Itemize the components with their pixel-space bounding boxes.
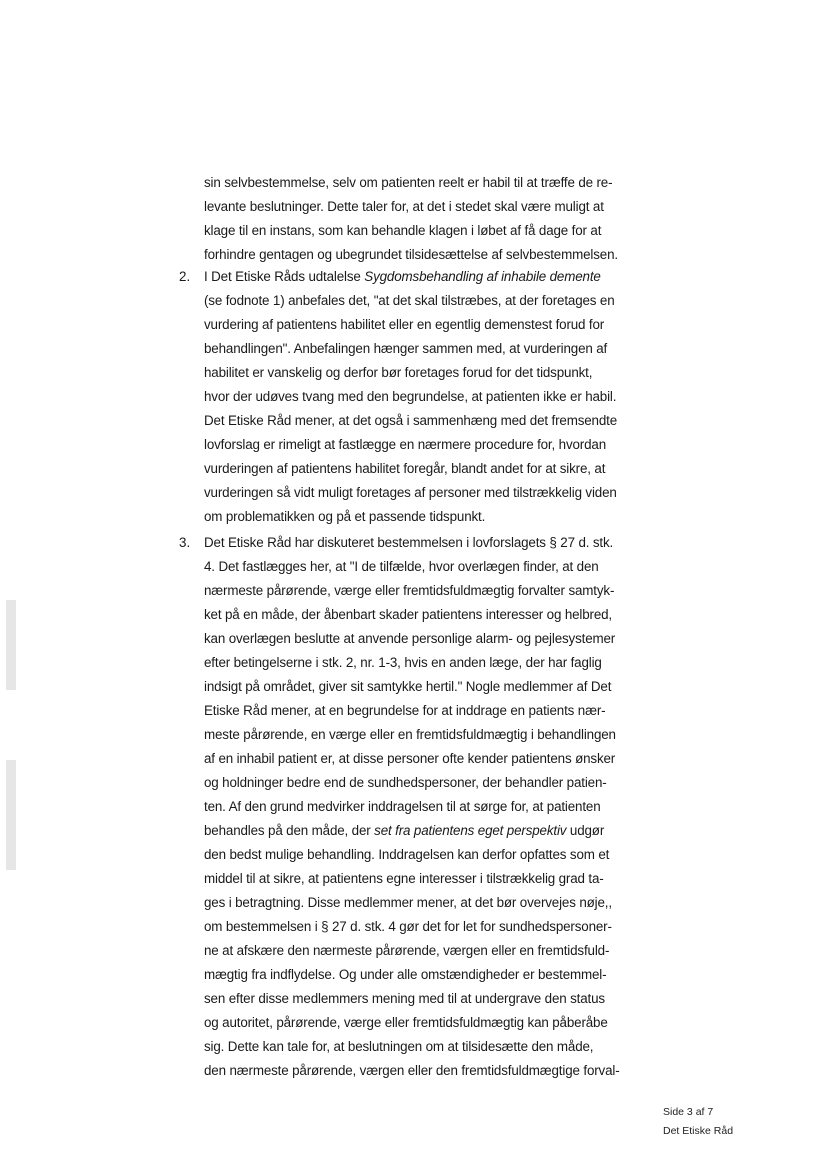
page-number: Side 3 af 7 (663, 1106, 714, 1118)
body-line: forhindre gentagen og ubegrundet tilsidesættelse af selvbestemmelsen. (204, 247, 618, 262)
body-line: kan overlægen beslutte at anvende personlige alarm- og pejlesystemer (204, 631, 616, 646)
scan-edge-mark (6, 760, 16, 870)
body-line: habilitet er vanskelig og derfor bør foretages forud for det tidspunkt, (204, 365, 593, 380)
emphasis-text: set fra patientens eget perspektiv (374, 823, 567, 838)
body-line: den nærmeste pårørende, værgen eller den fremtidsfuldmægtige forval- (204, 1063, 620, 1078)
text-span: udgør (566, 823, 605, 838)
body-line: og holdninger bedre end de sundhedspersoner, der behandler patien- (204, 775, 607, 790)
body-line: efter betingelserne i stk. 2, nr. 1-3, hvis en anden læge, der har faglig (204, 655, 602, 670)
text-span: I Det Etiske Råds udtalelse (204, 269, 365, 284)
list-number: 2. (179, 269, 191, 284)
body-line: ne at afskære den nærmeste pårørende, værgen eller en fremtidsfuld- (204, 943, 610, 958)
body-line: mægtig fra indflydelse. Og under alle omstændigheder er bestemmel- (204, 967, 607, 982)
body-line: (se fodnote 1) anbefales det, "at det skal tilstræbes, at der foretages en (204, 293, 615, 308)
body-line: af en inhabil patient er, at disse personer ofte kender patientens ønsker (204, 751, 616, 766)
body-line: 4. Det fastlægges her, at "I de tilfælde, hvor overlægen finder, at den (204, 559, 599, 574)
body-line: indsigt på området, giver sit samtykke hertil." Nogle medlemmer af Det (204, 679, 612, 694)
body-line: Det Etiske Råd mener, at det også i sammenhæng med det fremsendte (204, 413, 618, 428)
body-line: klage til en instans, som kan behandle klagen i løbet af få dage for at (204, 223, 602, 238)
body-line: Det Etiske Råd har diskuteret bestemmelsen i lovforslagets § 27 d. stk. (204, 535, 614, 550)
body-line (204, 823, 604, 839)
body-line: middel til at sikre, at patientens egne interesser i tilstrækkelig grad ta- (204, 871, 604, 886)
footer-organization: Det Etiske Råd (663, 1125, 734, 1137)
body-line: vurderingen så vidt muligt foretages af personer med tilstrækkelig viden (204, 485, 617, 500)
scan-edge-mark (6, 600, 16, 690)
body-line: Etiske Råd mener, at en begrundelse for at inddrage en patients nær- (204, 703, 606, 718)
body-line: om problematikken og på et passende tidspunkt. (204, 509, 486, 524)
body-line: behandlingen". Anbefalingen hænger sammen med, at vurderingen af (204, 341, 608, 356)
body-line: sen efter disse medlemmers mening med til at undergrave den status (204, 991, 605, 1006)
publication-title: Sygdomsbehandling af inhabile demente (364, 269, 601, 284)
text-span: behandles på den måde, der (204, 823, 375, 838)
body-line: ges i betragtning. Disse medlemmer mener, at det bør overvejes nøje,, (204, 895, 612, 910)
body-line (204, 269, 601, 285)
body-line: vurdering af patientens habilitet eller en egentlig demenstest forud for (204, 317, 605, 332)
body-line: ten. Af den grund medvirker inddragelsen til at sørge for, at patienten (204, 799, 601, 814)
body-line: vurderingen af patientens habilitet foregår, blandt andet for at sikre, at (204, 461, 606, 476)
body-line: meste pårørende, en værge eller en fremtidsfuldmægtig i behandlingen (204, 727, 616, 742)
list-number: 3. (179, 535, 191, 550)
body-line: hvor der udøves tvang med den begrundelse, at patienten ikke er habil. (204, 389, 617, 404)
body-line: og autoritet, pårørende, værge eller fremtidsfuldmægtig kan påberåbe (204, 1015, 608, 1030)
body-line: levante beslutninger. Dette taler for, at det i stedet skal være muligt at (204, 199, 604, 214)
body-line: den bedst mulige behandling. Inddragelsen kan derfor opfattes som et (204, 847, 610, 862)
body-line: nærmeste pårørende, værge eller fremtidsfuldmægtig forvalter samtyk- (204, 583, 615, 598)
body-line: ket på en måde, der åbenbart skader patientens interesser og helbred, (204, 607, 613, 622)
body-line: om bestemmelsen i § 27 d. stk. 4 gør det for let for sundhedspersoner- (204, 919, 612, 934)
body-line: sig. Dette kan tale for, at beslutningen om at tilsidesætte den måde, (204, 1039, 594, 1054)
body-line: lovforslag er rimeligt at fastlægge en nærmere procedure for, hvordan (204, 437, 606, 452)
body-line: sin selvbestemmelse, selv om patienten reelt er habil til at træffe de re- (204, 175, 613, 190)
